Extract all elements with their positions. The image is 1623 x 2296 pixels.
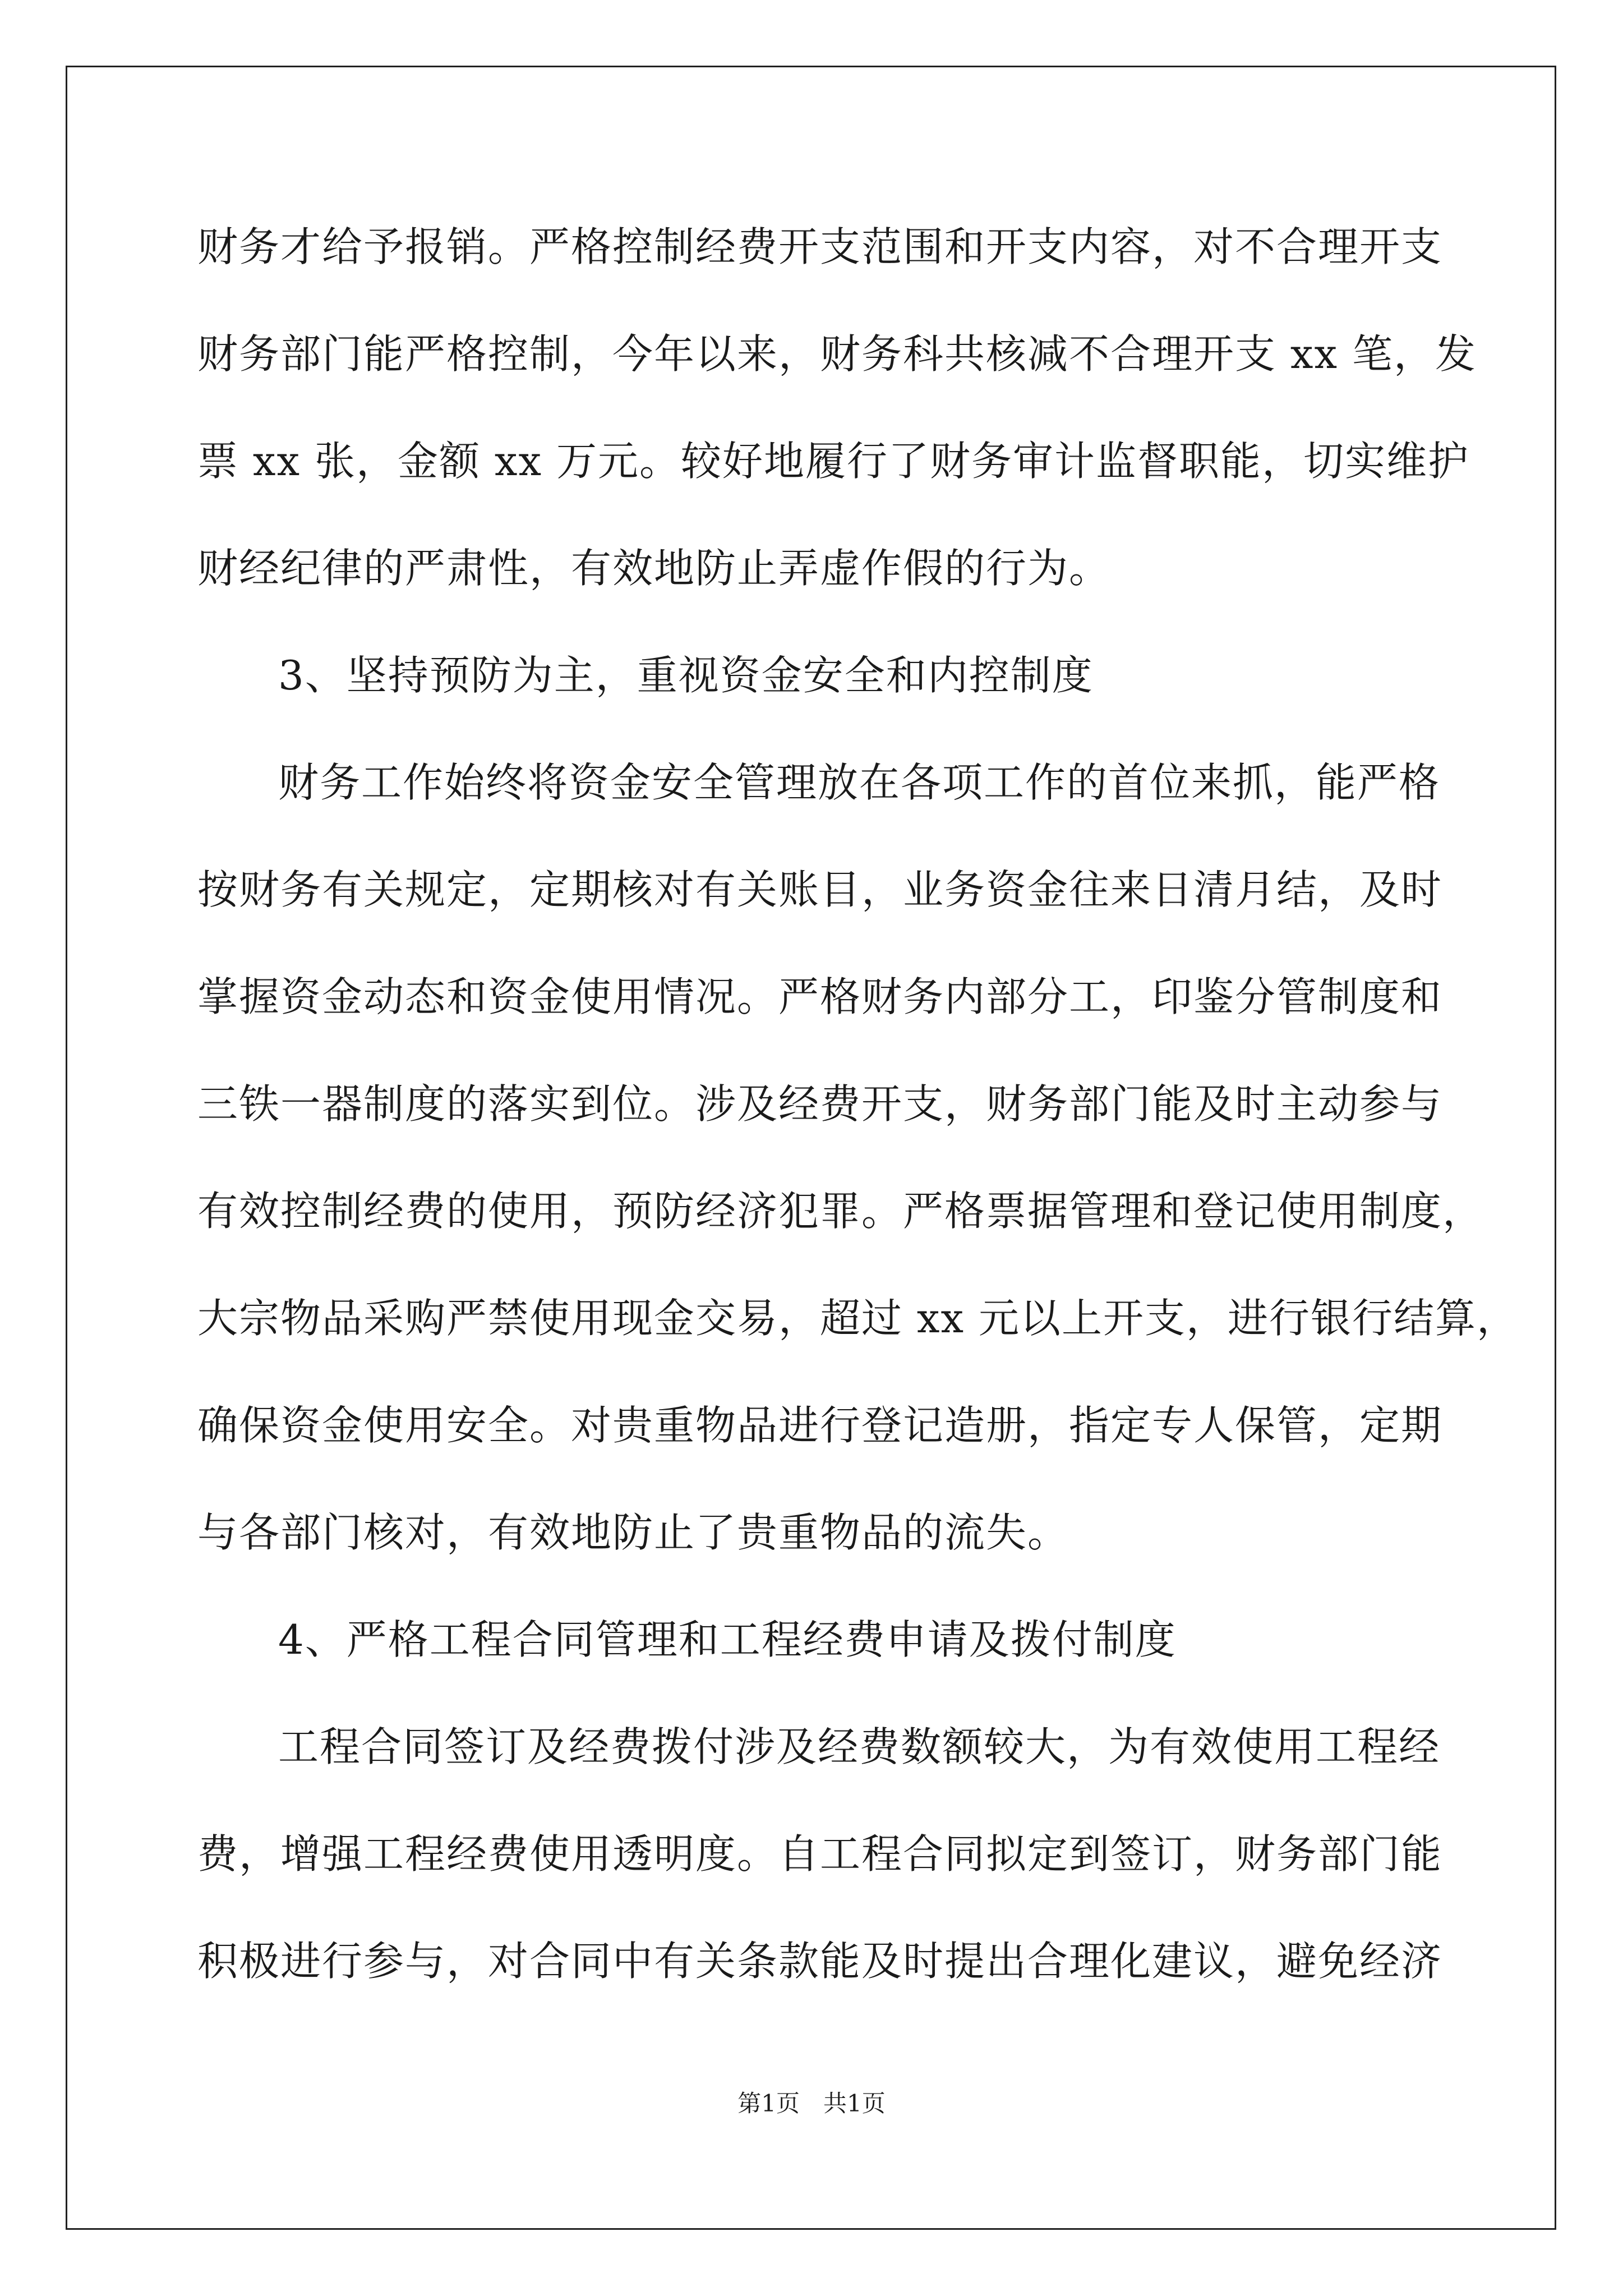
page-number-footer: 第1页 共1页 xyxy=(737,2090,886,2117)
text-line: 与各部门核对，有效地防止了贵重物品的流失。 xyxy=(197,1509,1069,1556)
section-heading: 4、严格工程合同管理和工程经费申请及拨付制度 xyxy=(278,1616,1177,1663)
text-line: 有效控制经费的使用，预防经济犯罪。严格票据管理和登记使用制度， xyxy=(197,1188,1484,1235)
text-line: 财经纪律的严肃性，有效地防止弄虚作假的行为。 xyxy=(197,545,1111,592)
text-line: 按财务有关规定，定期核对有关账目，业务资金往来日清月结，及时 xyxy=(197,866,1443,913)
text-line: 积极进行参与，对合同中有关条款能及时提出合理化建议，避免经济 xyxy=(197,1938,1443,1985)
text-line: 财务部门能严格控制，今年以来，财务科共核减不合理开支 xx 笔，发 xyxy=(197,330,1477,378)
text-line: 工程合同签订及经费拨付涉及经费数额较大，为有效使用工程经 xyxy=(278,1723,1441,1770)
text-line: 大宗物品采购严禁使用现金交易，超过 xx 元以上开支，进行银行结算， xyxy=(197,1295,1518,1342)
text-line: 票 xx 张，金额 xx 万元。较好地履行了财务审计监督职能，切实维护 xyxy=(197,438,1469,485)
document-body xyxy=(197,208,1518,2029)
text-line: 财务才给予报销。严格控制经费开支范围和开支内容，对不合理开支 xyxy=(197,223,1443,270)
text-line: 三铁一器制度的落实到位。涉及经费开支，财务部门能及时主动参与 xyxy=(197,1080,1443,1128)
section-heading: 3、坚持预防为主，重视资金安全和内控制度 xyxy=(278,652,1094,699)
text-line: 费，增强工程经费使用透明度。自工程合同拟定到签订，财务部门能 xyxy=(197,1830,1443,1878)
text-line: 掌握资金动态和资金使用情况。严格财务内部分工，印鉴分管制度和 xyxy=(197,973,1443,1020)
text-line: 财务工作始终将资金安全管理放在各项工作的首位来抓，能严格 xyxy=(278,759,1441,806)
text-line: 确保资金使用安全。对贵重物品进行登记造册，指定专人保管，定期 xyxy=(197,1402,1443,1449)
